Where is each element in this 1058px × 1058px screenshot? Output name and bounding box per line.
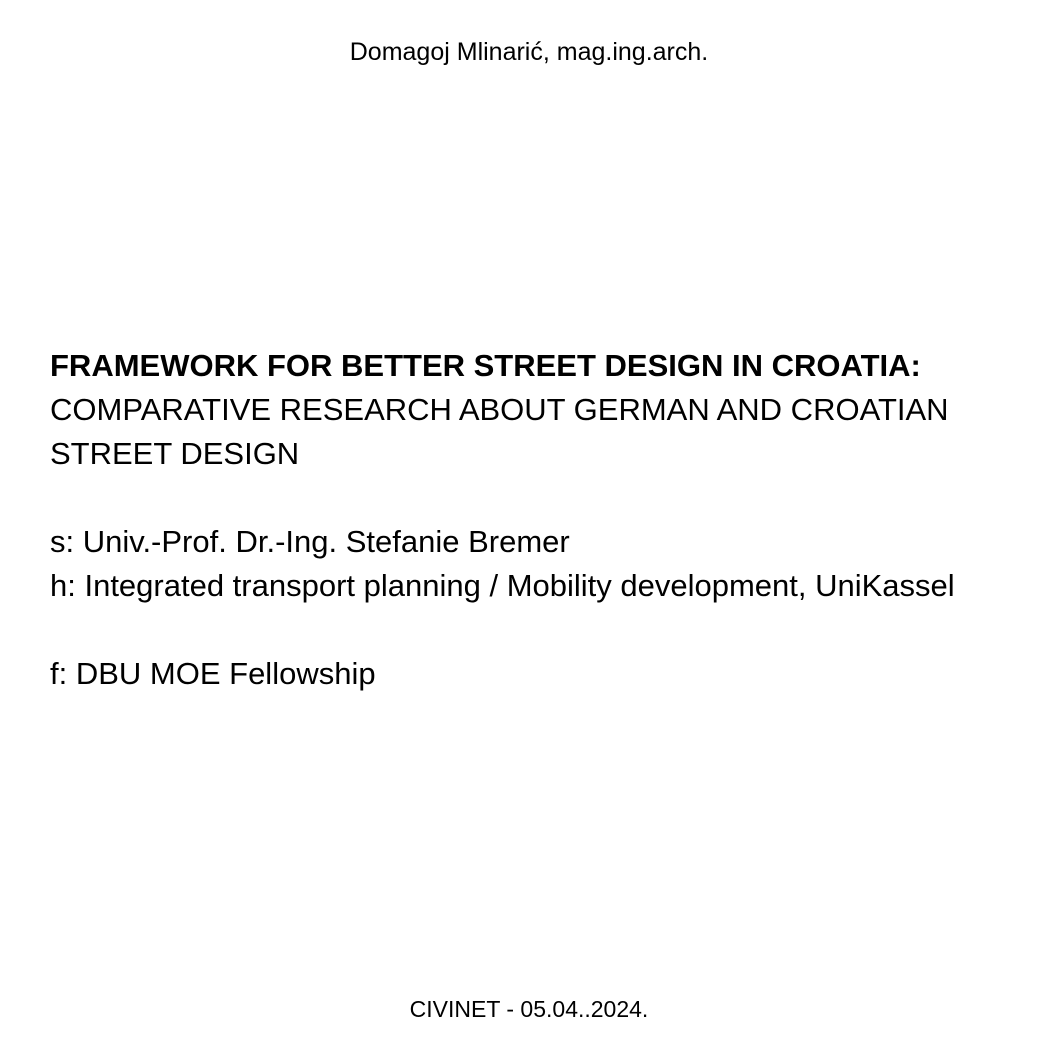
title-main: FRAMEWORK FOR BETTER STREET DESIGN IN CROATIA: bbox=[50, 348, 921, 383]
supervisor-line: s: Univ.-Prof. Dr.-Ing. Stefanie Bremer bbox=[50, 524, 570, 559]
host-line: h: Integrated transport planning / Mobility development, UniKassel bbox=[50, 568, 955, 603]
author-name: Domagoj Mlinarić, mag.ing.arch. bbox=[349, 38, 709, 66]
title-subtitle-line-2: STREET DESIGN bbox=[50, 436, 300, 471]
spacer bbox=[50, 608, 1030, 652]
footer-event-date: CIVINET - 05.04..2024. bbox=[409, 996, 649, 1022]
metadata-block bbox=[50, 520, 1030, 696]
document-title bbox=[50, 344, 1030, 476]
funding-line: f: DBU MOE Fellowship bbox=[50, 656, 376, 691]
document-body bbox=[50, 344, 1030, 696]
title-subtitle-line-1: COMPARATIVE RESEARCH ABOUT GERMAN AND CROATIAN bbox=[50, 392, 949, 427]
